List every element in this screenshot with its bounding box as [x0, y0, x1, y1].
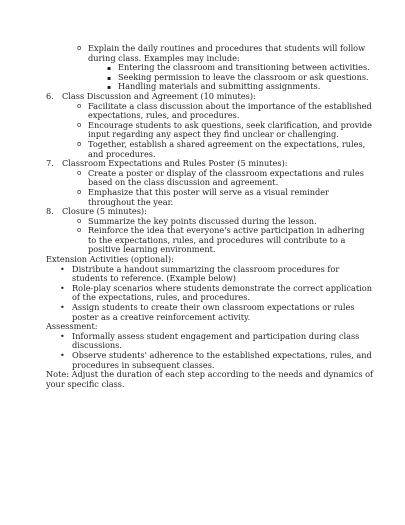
item-text: Reinforce the idea that everyone's active participation in adhering to the expectations, rules, and procedures will contribute to a positive learning environment. — [88, 225, 365, 255]
bullet-marker: • — [60, 303, 65, 313]
bullet-marker: • — [60, 331, 65, 341]
bullet-marker: ▪ — [107, 65, 112, 73]
list-item — [46, 303, 375, 322]
list-item — [46, 265, 375, 284]
item-text: Summarize the key points discussed during the lesson. — [88, 215, 317, 226]
list-item — [46, 226, 375, 255]
item-text: Entering the classroom and transitioning between activities. — [118, 62, 370, 73]
bullet-marker: o — [77, 168, 82, 177]
item-text: Create a poster or display of the classroom expectations and rules based on the class discussion and agreement. — [88, 167, 364, 188]
item-text: Handling materials and submitting assignments. — [118, 81, 321, 92]
item-text: Facilitate a class discussion about the importance of the established expectations, rules, and procedures. — [88, 100, 372, 121]
list-item — [46, 44, 375, 63]
item-text: Explain the daily routines and procedures that students will follow during class. Examples may include: — [88, 43, 366, 63]
bullet-marker: ▪ — [107, 74, 112, 82]
item-text: Emphasize that this poster will serve as a visual reminder throughout the year. — [88, 186, 329, 207]
list-item — [46, 188, 375, 207]
item-text: Closure (5 minutes): — [62, 206, 147, 217]
step-number: 8. — [46, 206, 54, 217]
item-text: Extension Activities (optional): — [46, 254, 174, 265]
item-text: Seeking permission to leave the classroom or ask questions. — [118, 71, 369, 82]
step-number: 6. — [46, 90, 54, 101]
bullet-marker: o — [77, 187, 82, 196]
list-item — [46, 332, 375, 351]
bullet-marker: o — [77, 120, 82, 129]
item-text: Distribute a handout summarizing the classroom procedures for students to reference. (Example below) — [72, 263, 340, 284]
item-text: Encourage students to ask questions, seek clarification, and provide input regarding any aspect they find unclear or challenging. — [88, 119, 373, 140]
list-item — [46, 121, 375, 140]
list-item — [46, 169, 375, 188]
bullet-marker: • — [60, 264, 65, 274]
item-text: Note: Adjust the duration of each step according to the needs and dynamics of your specific class. — [46, 369, 374, 389]
item-text: Assign students to create their own classroom expectations or rules poster as a creative reinforcement activity. — [72, 302, 355, 322]
step-number: 7. — [46, 158, 54, 169]
lesson-plan-body — [46, 44, 375, 389]
bullet-marker: • — [60, 283, 65, 293]
list-item — [46, 140, 375, 159]
list-item — [46, 284, 375, 303]
bullet-marker: o — [77, 44, 82, 52]
bullet-marker: o — [77, 226, 82, 235]
item-text: Role-play scenarios where students demonstrate the correct application of the expectations, rules, and procedures. — [72, 282, 372, 303]
bullet-marker: o — [77, 216, 82, 225]
list-item — [46, 102, 375, 121]
item-text: Informally assess student engagement and participation during class discussions. — [72, 330, 360, 351]
section-paragraph — [46, 370, 375, 389]
item-text: Observe students' adherence to the established expectations, rules, and procedures in subsequent classes. — [72, 350, 372, 370]
bullet-marker: o — [77, 101, 82, 110]
item-text: Assessment: — [46, 321, 98, 332]
bullet-marker: o — [77, 139, 82, 148]
item-text: Class Discussion and Agreement (10 minutes): — [62, 90, 256, 101]
item-text: Together, establish a shared agreement on the expectations, rules, and procedures. — [88, 138, 366, 159]
bullet-marker: ▪ — [107, 84, 112, 92]
list-item — [46, 351, 375, 370]
item-text: Classroom Expectations and Rules Poster (5 minutes): — [62, 158, 288, 169]
bullet-marker: • — [60, 351, 65, 360]
